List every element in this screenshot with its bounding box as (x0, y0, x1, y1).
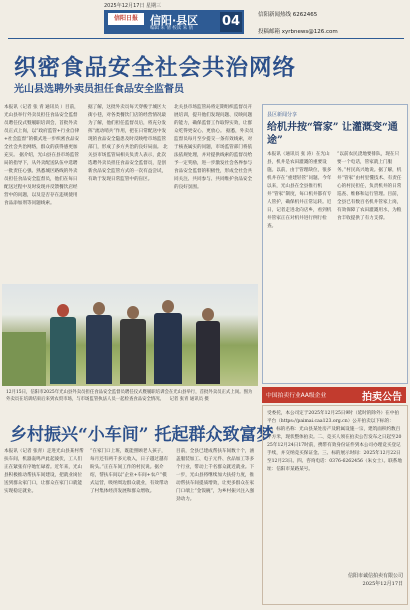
news-hotline: 信阳新闻热线 6262465 (258, 12, 318, 18)
sidebar-column-1: 本报讯（通讯员 张 涛）在光山县，机井是农田灌溉的重要设施。以前，由于管理缺位，很多机井存在“重建轻管”问题。今年以来，光山县在全县推行机井“管家”制度，每口机井都有专人管护，确保机井正常运转。近日，记者走进北向店乡，看到机井管家正在对机井进行例行检查。 (267, 152, 332, 229)
article-column-1: 本报讯（记者 张 青 通讯员 ）目前，光山县举行外卖员担任食品安全监督员聘任仪式暨履职培训会，首批外卖员正式上岗，以“政府监管+行业自律+社会监督”的模式进一步织密食品安全社会共治网络，群众的获得感更加充实。 据介绍，光山县在县市场监管局的指导下，从外卖配送队伍中选聘一批责任心强、熟悉城区路线的外卖员担任食品安全监督员，他们在每日配送过程中及时发现并反馈餐饮店经营中的问题，以及是否存在违规使用食品添加剂等问题线索。 (4, 105, 80, 206)
crop-field (2, 332, 46, 386)
page-header (0, 0, 410, 42)
lower-column-1: 本报讯（记者 张青）走进光山县某村帮扶车间，机器轰鸣声此起彼伏，工人们正在紧张有序地忙碌着。近年来，光山县积极推动帮扶车间建设，把就业岗位送到群众家门口，让群众在家门口就能实现稳定就业。 (4, 449, 84, 494)
lower-headline: 乡村振兴“小车间” 托起群众致富梦 (10, 425, 274, 445)
auction-ad-header (262, 387, 406, 403)
main-subheadline: 光山县选聘外卖员担任食品安全监督员 (14, 84, 184, 95)
section-title: 信阳·县区 (150, 14, 199, 27)
person-figure (118, 306, 148, 384)
ad-title: 拍卖公告 (362, 392, 402, 403)
header-rule (8, 38, 404, 39)
article-column-3: 北关县市场监管局将定期组织监督员开展培训，提升他们发现问题、反映问题的能力，确保监督工作取得实效，让群众吃得更安心、更放心。 据悉，外卖员监督员每月至少提交一条有效线索，对于核查属实的问题，市场监管部门将依法依规处理，并对提供线索的监督员给予一定奖励，进一步激发社会各界参与食品安全监督的积极性，形成全社会共同关注、共同参与、共同维护食品安全的良好氛围。 (174, 105, 254, 190)
photo-credit: 记者 张青 通讯员 摄 (169, 396, 209, 402)
lower-column-3: 目前，全县已建成帮扶车间数十个，涵盖服装加工、电子元件、食品加工等多个行业，带动上千名群众就近就业。下一步，光山县将继续加大扶持力度，推动帮扶车间提质增效，让更多群众在家门口端上“金饭碗”，为乡村振兴注入强劲动力。 (176, 449, 255, 502)
section-banner (104, 10, 244, 34)
issue-date: 2025年12月17日 星期三 (104, 3, 162, 9)
ad-text: 受委托，本公司定于2025年12月25日9时（延时的除外）在中拍平台（https://paimai.caa123.org.cn）公开拍卖以下标的： 一、标的名称：光山县某处房产及附属设施一宗，建筑面积约数百平方米，现状整体拍卖。二、竞买人须在拍卖公告发布之日起至2025年12月24日17时前，携带有效身份证件到本公司办理竞买登记手续，并交纳竞买保证金。三、标的展示时间：2025年12月22日至12月23日。四、咨询电话：0376-6262456（朱女士）。联系地址：信阳市某路某号。 (267, 411, 402, 472)
section-editors: 编辑 朱 倩 校读 朱 倩 (150, 26, 194, 31)
article-column-2: 据了解，这批外卖员每天穿梭于城区大街小巷，对各类餐饮门店的经营情况最为了解，他们担任监督员后，将充分发挥“流动哨兵”作用，把在日常配送中发现的食品安全隐患及时反映给市场监管部门，形成了多方共治的良好局面。 北关县市场监管局相关负责人表示，此次选聘外卖员担任食品安全监督员，是创新食品安全监管方式的一次有益尝试，有助于发现日常监管中的盲区。 (88, 105, 168, 182)
person-figure (84, 302, 114, 384)
newspaper-brand: 信阳日报 (108, 13, 144, 25)
lower-column-2: “在家门口上班，既能照顾老人孩子，每月还有两千多元收入，日子越过越有盼头。”正在车间工作的村民说。据介绍，帮扶车间以“企业+车间+农户”模式运营，吸纳周边群众就业，有效带动了村集体经济发展和群众增收。 (90, 449, 169, 494)
sidebar-tag: 县区新闻分享 (267, 112, 298, 118)
sidebar-article (262, 104, 408, 384)
sidebar-title: 给机井按“管家” 让灌溉变“通途” (267, 122, 398, 146)
photo-caption-block (6, 390, 256, 403)
person-figure (194, 308, 222, 384)
news-photo (2, 284, 258, 386)
submission-email: 投稿邮箱 xyrbnews@126.com (258, 29, 338, 35)
ad-label: 中国拍卖行业AA级企业 (266, 393, 327, 399)
sidebar-column-2: “以前农民浇地要排队，现在只要一个电话，管家就上门服务。”村民高兴地说。据了解，机井“管家”由村里懂技术、有责任心的村民担任，负责机井的日常巡查、维修和运行管理。目前，全县已有数百名机井管家上岗，有效保障了农田灌溉用水，为粮食丰收提供了有力支撑。 (337, 152, 402, 221)
page-number: 04 (220, 12, 242, 32)
person-figure (152, 300, 184, 384)
photo-caption: 12月15日，信阳市2025年光山县外卖员担任食品安全监督员聘任仪式暨履职培训会在光山县举行，首批外卖员正式上岗。图为外卖员在培训结束后来到农贸市场，与市场监管执法人员一起检查食品安全情况。 (6, 390, 253, 402)
ad-footer: 信阳市诚信拍卖有限公司 2025年12月17日 (347, 573, 403, 587)
person-figure (48, 304, 78, 384)
main-headline: 织密食品安全社会共治网络 (14, 55, 297, 81)
auction-ad-body (262, 405, 408, 605)
